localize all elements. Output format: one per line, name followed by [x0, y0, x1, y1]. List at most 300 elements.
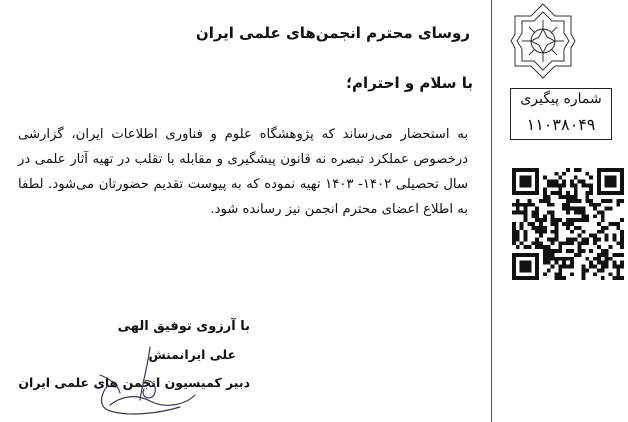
qr-module: [601, 218, 605, 222]
qr-module: [512, 222, 516, 226]
qr-module: [554, 234, 558, 238]
qr-module: [524, 265, 528, 269]
qr-module: [609, 222, 613, 226]
qr-module: [616, 268, 620, 272]
qr-code-icon: [512, 168, 624, 280]
qr-module: [612, 234, 616, 238]
qr-module: [543, 261, 547, 265]
qr-module: [543, 191, 547, 195]
qr-module: [570, 183, 574, 187]
qr-module: [554, 238, 558, 242]
qr-module: [516, 203, 520, 207]
qr-module: [609, 272, 613, 276]
qr-module: [531, 226, 535, 230]
signer-title: دبیر کمیسیون انجمن های علمی ایران: [18, 375, 250, 390]
qr-module: [551, 241, 555, 245]
qr-module: [516, 199, 520, 203]
qr-module: [539, 199, 543, 203]
qr-module: [516, 245, 520, 249]
qr-module: [620, 172, 624, 176]
qr-module: [512, 238, 516, 242]
qr-module: [574, 191, 578, 195]
qr-module: [578, 253, 582, 257]
qr-module: [605, 238, 609, 242]
qr-module: [524, 180, 528, 184]
qr-module: [597, 210, 601, 214]
qr-module: [582, 276, 586, 280]
qr-module: [535, 276, 539, 280]
qr-module: [601, 191, 605, 195]
qr-module: [535, 172, 539, 176]
qr-module: [547, 199, 551, 203]
qr-module: [597, 172, 601, 176]
qr-module: [609, 176, 613, 180]
qr-module: [582, 180, 586, 184]
qr-module: [562, 257, 566, 261]
qr-module: [562, 203, 566, 207]
qr-module: [597, 253, 601, 257]
qr-module: [554, 261, 558, 265]
qr-module: [543, 187, 547, 191]
qr-module: [585, 268, 589, 272]
qr-module: [597, 180, 601, 184]
signer-name: علی ایرانمنش: [148, 347, 236, 362]
qr-module: [512, 168, 516, 172]
qr-module: [516, 234, 520, 238]
qr-module: [562, 180, 566, 184]
qr-module: [535, 261, 539, 265]
qr-module: [620, 187, 624, 191]
qr-module: [597, 230, 601, 234]
qr-module: [527, 261, 531, 265]
qr-module: [554, 172, 558, 176]
qr-module: [524, 245, 528, 249]
qr-module: [570, 207, 574, 211]
qr-module: [601, 265, 605, 269]
qr-module: [566, 238, 570, 242]
qr-module: [512, 226, 516, 230]
qr-module: [516, 230, 520, 234]
qr-module: [512, 272, 516, 276]
qr-module: [531, 253, 535, 257]
qr-module: [535, 183, 539, 187]
qr-module: [547, 253, 551, 257]
qr-module: [562, 241, 566, 245]
qr-module: [589, 199, 593, 203]
qr-module: [609, 199, 613, 203]
qr-module: [558, 218, 562, 222]
qr-module: [547, 257, 551, 261]
qr-module: [554, 180, 558, 184]
qr-module: [612, 261, 616, 265]
qr-module: [516, 168, 520, 172]
qr-module: [535, 265, 539, 269]
qr-module: [512, 203, 516, 207]
qr-module: [578, 180, 582, 184]
qr-module: [524, 238, 528, 242]
qr-module: [570, 195, 574, 199]
qr-module: [527, 191, 531, 195]
qr-module: [527, 180, 531, 184]
qr-module: [547, 210, 551, 214]
qr-module: [516, 207, 520, 211]
qr-module: [589, 191, 593, 195]
qr-module: [612, 180, 616, 184]
qr-module: [516, 191, 520, 195]
qr-module: [551, 238, 555, 242]
qr-module: [520, 168, 524, 172]
qr-module: [578, 218, 582, 222]
qr-module: [585, 257, 589, 261]
qr-module: [605, 199, 609, 203]
qr-module: [578, 241, 582, 245]
qr-module: [605, 191, 609, 195]
qr-module: [527, 253, 531, 257]
greeting-line: با سلام و احترام؛: [346, 74, 473, 92]
qr-module: [616, 241, 620, 245]
qr-module: [609, 245, 613, 249]
qr-module: [585, 183, 589, 187]
qr-module: [554, 183, 558, 187]
qr-module: [543, 249, 547, 253]
qr-module: [531, 214, 535, 218]
qr-module: [524, 214, 528, 218]
qr-module: [582, 183, 586, 187]
qr-module: [551, 210, 555, 214]
qr-module: [535, 176, 539, 180]
qr-module: [570, 199, 574, 203]
qr-module: [574, 183, 578, 187]
qr-module: [527, 176, 531, 180]
qr-module: [547, 195, 551, 199]
qr-module: [593, 241, 597, 245]
qr-module: [512, 172, 516, 176]
qr-module: [574, 187, 578, 191]
qr-module: [566, 218, 570, 222]
qr-module: [566, 199, 570, 203]
qr-module: [566, 226, 570, 230]
qr-module: [582, 218, 586, 222]
qr-module: [574, 253, 578, 257]
qr-module: [593, 257, 597, 261]
qr-module: [527, 276, 531, 280]
qr-module: [578, 210, 582, 214]
qr-module: [620, 191, 624, 195]
qr-module: [527, 222, 531, 226]
qr-module: [597, 268, 601, 272]
qr-module: [616, 253, 620, 257]
qr-module: [520, 241, 524, 245]
qr-module: [578, 207, 582, 211]
qr-module: [562, 261, 566, 265]
qr-module: [582, 272, 586, 276]
qr-module: [554, 226, 558, 230]
qr-module: [620, 276, 624, 280]
qr-module: [597, 238, 601, 242]
qr-module: [558, 272, 562, 276]
qr-module: [535, 257, 539, 261]
margin-divider-line: [491, 0, 492, 422]
qr-module: [605, 257, 609, 261]
letter-body: به استحضار می‌رساند که پژوهشگاه علوم و فناوری اطلاعات ایران، گزارشی درخصوص عملکرد تبصره نه قانون پیشگیری و مقابله با تقلب در تهیه آثار علمی در سال تحصیلی ۱۴۰۲- ۱۴۰۳ تهیه نموده که به پیوست تقدیم حضورتان می‌شود. لطفا به اطلاع اعضای محترم انجمن نیز رسانده شود.: [18, 127, 468, 217]
qr-module: [605, 226, 609, 230]
qr-module: [620, 230, 624, 234]
qr-module: [527, 168, 531, 172]
qr-module: [524, 207, 528, 211]
qr-module: [589, 183, 593, 187]
qr-module: [535, 218, 539, 222]
qr-module: [554, 276, 558, 280]
qr-module: [551, 230, 555, 234]
qr-module: [585, 218, 589, 222]
qr-module: [558, 187, 562, 191]
qr-module: [547, 261, 551, 265]
qr-module: [582, 214, 586, 218]
qr-module: [512, 257, 516, 261]
qr-module: [562, 183, 566, 187]
qr-module: [601, 249, 605, 253]
qr-module: [535, 238, 539, 242]
qr-module: [535, 268, 539, 272]
qr-module: [543, 176, 547, 180]
qr-module: [609, 183, 613, 187]
qr-module: [605, 265, 609, 269]
qr-module: [574, 226, 578, 230]
qr-module: [609, 191, 613, 195]
qr-module: [566, 191, 570, 195]
qr-module: [535, 180, 539, 184]
qr-module: [562, 195, 566, 199]
qr-module: [597, 168, 601, 172]
qr-module: [585, 214, 589, 218]
qr-module: [531, 191, 535, 195]
qr-module: [512, 276, 516, 280]
qr-module: [512, 180, 516, 184]
qr-module: [585, 172, 589, 176]
qr-module: [524, 210, 528, 214]
qr-module: [574, 199, 578, 203]
qr-module: [551, 222, 555, 226]
qr-module: [562, 207, 566, 211]
qr-module: [605, 253, 609, 257]
qr-module: [524, 183, 528, 187]
qr-module: [616, 276, 620, 280]
qr-module: [554, 222, 558, 226]
qr-module: [562, 172, 566, 176]
qr-module: [612, 265, 616, 269]
qr-module: [547, 180, 551, 184]
qr-module: [605, 261, 609, 265]
qr-module: [527, 265, 531, 269]
qr-module: [547, 183, 551, 187]
qr-module: [524, 191, 528, 195]
qr-module: [605, 207, 609, 211]
qr-module: [582, 249, 586, 253]
qr-module: [520, 226, 524, 230]
qr-module: [597, 191, 601, 195]
qr-module: [512, 241, 516, 245]
qr-module: [566, 222, 570, 226]
qr-module: [516, 210, 520, 214]
qr-module: [543, 199, 547, 203]
qr-module: [601, 276, 605, 280]
qr-module: [609, 168, 613, 172]
qr-module: [520, 268, 524, 272]
qr-module: [570, 238, 574, 242]
qr-module: [570, 230, 574, 234]
qr-module: [551, 253, 555, 257]
qr-module: [554, 272, 558, 276]
qr-module: [570, 218, 574, 222]
qr-module: [520, 253, 524, 257]
qr-module: [531, 203, 535, 207]
qr-module: [570, 261, 574, 265]
qr-module: [531, 168, 535, 172]
qr-module: [601, 214, 605, 218]
qr-module: [520, 222, 524, 226]
qr-module: [535, 230, 539, 234]
qr-module: [547, 238, 551, 242]
qr-module: [566, 195, 570, 199]
qr-module: [601, 268, 605, 272]
qr-module: [597, 187, 601, 191]
qr-module: [585, 191, 589, 195]
qr-module: [524, 234, 528, 238]
recipient-heading: روسای محترم انجمن‌های علمی ایران: [195, 24, 470, 42]
qr-module: [558, 265, 562, 269]
qr-module: [574, 210, 578, 214]
qr-module: [605, 180, 609, 184]
qr-module: [620, 253, 624, 257]
tracking-number: ۱۱۰۳۸۰۴۹: [526, 115, 596, 134]
qr-module: [547, 249, 551, 253]
qr-module: [551, 191, 555, 195]
qr-module: [547, 203, 551, 207]
qr-module: [616, 222, 620, 226]
qr-module: [616, 272, 620, 276]
qr-module: [616, 168, 620, 172]
qr-module: [562, 265, 566, 269]
qr-module: [512, 210, 516, 214]
closing-line: با آرزوی توفیق الهی: [117, 319, 250, 334]
qr-module: [585, 199, 589, 203]
qr-module: [616, 191, 620, 195]
qr-module: [582, 268, 586, 272]
qr-module: [539, 222, 543, 226]
qr-module: [512, 187, 516, 191]
qr-module: [524, 230, 528, 234]
qr-module: [620, 176, 624, 180]
qr-module: [558, 276, 562, 280]
qr-module: [605, 168, 609, 172]
qr-module: [520, 176, 524, 180]
qr-module: [535, 253, 539, 257]
qr-module: [570, 180, 574, 184]
qr-module: [570, 249, 574, 253]
qr-module: [589, 265, 593, 269]
qr-module: [531, 222, 535, 226]
qr-module: [612, 176, 616, 180]
qr-module: [593, 207, 597, 211]
qr-module: [620, 245, 624, 249]
qr-module: [527, 183, 531, 187]
qr-module: [512, 230, 516, 234]
qr-module: [612, 168, 616, 172]
qr-module: [609, 207, 613, 211]
qr-module: [566, 207, 570, 211]
qr-module: [605, 249, 609, 253]
qr-module: [558, 257, 562, 261]
qr-module: [570, 241, 574, 245]
qr-module: [543, 245, 547, 249]
qr-module: [531, 210, 535, 214]
qr-module: [570, 272, 574, 276]
qr-module: [620, 199, 624, 203]
signature-icon: [90, 345, 200, 417]
qr-module: [566, 210, 570, 214]
qr-module: [620, 241, 624, 245]
qr-module: [531, 241, 535, 245]
qr-module: [512, 265, 516, 269]
qr-module: [524, 218, 528, 222]
qr-module: [612, 238, 616, 242]
qr-module: [578, 199, 582, 203]
qr-module: [543, 253, 547, 257]
qr-module: [543, 230, 547, 234]
qr-module: [620, 183, 624, 187]
qr-module: [593, 203, 597, 207]
qr-module: [616, 226, 620, 230]
qr-module: [601, 253, 605, 257]
qr-module: [554, 257, 558, 261]
qr-module: [578, 245, 582, 249]
qr-module: [620, 234, 624, 238]
qr-module: [520, 191, 524, 195]
qr-module: [512, 253, 516, 257]
qr-module: [601, 226, 605, 230]
qr-module: [524, 276, 528, 280]
qr-module: [589, 249, 593, 253]
qr-module: [535, 168, 539, 172]
qr-module: [605, 176, 609, 180]
qr-module: [597, 261, 601, 265]
qr-module: [551, 203, 555, 207]
qr-module: [616, 265, 620, 269]
qr-module: [535, 214, 539, 218]
qr-module: [605, 183, 609, 187]
qr-module: [547, 268, 551, 272]
qr-module: [582, 265, 586, 269]
qr-module: [609, 180, 613, 184]
qr-module: [551, 214, 555, 218]
qr-module: [609, 257, 613, 261]
qr-module: [566, 241, 570, 245]
qr-module: [585, 195, 589, 199]
qr-module: [582, 207, 586, 211]
qr-module: [535, 191, 539, 195]
qr-module: [620, 180, 624, 184]
qr-module: [601, 261, 605, 265]
qr-module: [558, 191, 562, 195]
qr-module: [582, 230, 586, 234]
qr-module: [570, 265, 574, 269]
qr-module: [620, 168, 624, 172]
qr-module: [558, 245, 562, 249]
ornament-emblem-icon: [509, 2, 577, 80]
qr-module: [574, 176, 578, 180]
qr-module: [543, 272, 547, 276]
qr-module: [512, 183, 516, 187]
